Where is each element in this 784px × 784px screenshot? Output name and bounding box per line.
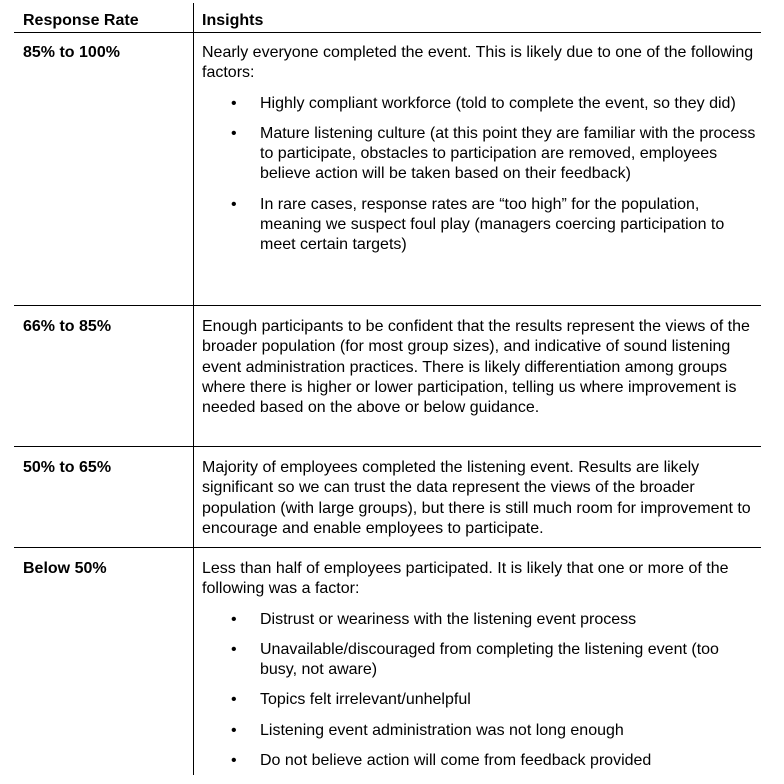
list-item: • Distrust or weariness with the listening event process: [202, 610, 757, 630]
list-item: • In rare cases, response rates are “too high” for the population, meaning we suspect foul play (managers coercing participation to meet certain targets): [231, 195, 725, 254]
bullet-icon: •: [231, 94, 237, 112]
insights-cell: [202, 559, 757, 771]
insight-text: Less than half of employees participated. It is likely that one or more of the following was a factor:: [202, 560, 729, 598]
bullet-icon: •: [231, 752, 237, 770]
bullet-icon: •: [231, 721, 237, 739]
insight-text: Majority of employees completed the listening event. Results are likely significant so we can trust the data represent the views of the broader population (with large groups), but there is still much room for improvement to encourage and enable employees to participate.: [202, 459, 751, 537]
insights-cell: [202, 43, 757, 256]
bullet-icon: •: [231, 691, 237, 709]
insights-cell: [202, 317, 757, 418]
row-divider: [14, 32, 761, 33]
row-divider: [14, 446, 761, 447]
response-rate-label: 66% to 85%: [23, 318, 112, 335]
bullet-icon: •: [231, 610, 237, 628]
list-item: • Do not believe action will come from feedback provided: [202, 751, 757, 771]
insight-bullet-list: [202, 94, 757, 256]
column-header-response-rate: Response Rate: [23, 12, 139, 29]
list-item: • Unavailable/discouraged from completing the listening event (too busy, not aware): [231, 640, 719, 679]
list-item: • Topics felt irrelevant/unhelpful: [202, 690, 757, 710]
bullet-icon: •: [231, 124, 237, 142]
insight-text: Nearly everyone completed the event. This is likely due to one of the following factors:: [202, 44, 754, 82]
response-rate-label: 85% to 100%: [23, 44, 120, 61]
list-item: • Highly compliant workforce (told to complete the event, so they did): [202, 94, 757, 114]
row-divider: [14, 547, 761, 548]
insights-cell: [202, 458, 757, 539]
response-rate-label: 50% to 65%: [23, 459, 112, 476]
row-divider: [14, 305, 761, 306]
list-item: • Listening event administration was not long enough: [202, 721, 757, 741]
column-divider: [193, 3, 194, 775]
list-item: • Mature listening culture (at this point they are familiar with the process to participate, obstacles to participation are removed, employees believe action will be taken based on their feedback): [231, 124, 756, 183]
response-rate-label: Below 50%: [23, 560, 107, 577]
column-header-insights: Insights: [202, 12, 264, 29]
insight-text: Enough participants to be confident that the results represent the views of the broader population (for most group sizes), and indicative of sound listening event administration practices. There is likely differentiation among groups where there is higher or lower participation, telling us where improvement is needed based on the above or below guidance.: [202, 318, 750, 417]
bullet-icon: •: [231, 195, 237, 213]
insight-bullet-list: [202, 610, 757, 772]
bullet-icon: •: [231, 640, 237, 658]
